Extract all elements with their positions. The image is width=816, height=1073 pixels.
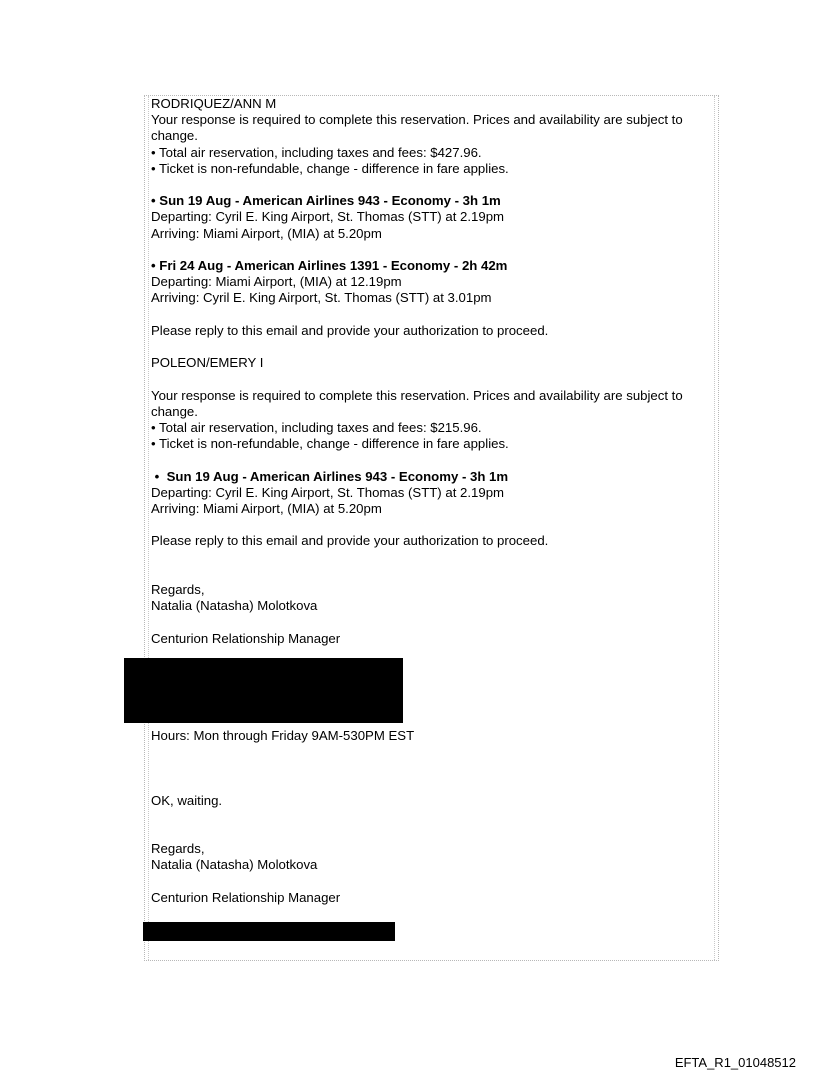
flight-title: • Sun 19 Aug - American Airlines 943 - Economy - 3h 1m [151, 468, 509, 484]
response-note: Your response is required to complete this reservation. Prices and availability are subject to change. [151, 387, 683, 419]
signer-title: Centurion Relationship Manager [151, 630, 341, 646]
reply-note: Please reply to this email and provide your authorization to proceed. [151, 533, 549, 549]
flight-title: • Sun 19 Aug - American Airlines 943 - Economy - 3h 1m [151, 193, 501, 209]
email-body [151, 96, 713, 906]
signer-name: Natalia (Natasha) Molotkova [151, 857, 318, 873]
response-note: Your response is required to complete this reservation. Prices and availability are subject to change. [151, 112, 683, 144]
document-id: EFTA_R1_01048512 [674, 1055, 796, 1070]
signer-name: Natalia (Natasha) Molotkova [151, 598, 318, 614]
bullet-ticket: • Ticket is non-refundable, change - difference in fare applies. [151, 436, 509, 452]
flight-arriving: Arriving: Miami Airport, (MIA) at 5.20pm [151, 225, 382, 241]
reply-text: OK, waiting. [151, 792, 223, 808]
regards: Regards, [151, 581, 205, 597]
redaction-block [124, 658, 403, 723]
bullet-total: • Total air reservation, including taxes and fees: $427.96. [151, 144, 482, 160]
flight-departing: Departing: Cyril E. King Airport, St. Thomas (STT) at 2.19pm [151, 484, 505, 500]
flight-arriving: Arriving: Miami Airport, (MIA) at 5.20pm [151, 500, 382, 516]
flight-departing: Departing: Cyril E. King Airport, St. Thomas (STT) at 2.19pm [151, 209, 505, 225]
bullet-ticket: • Ticket is non-refundable, change - difference in fare applies. [151, 160, 509, 176]
flight-title: • Fri 24 Aug - American Airlines 1391 - Economy - 2h 42m [151, 258, 508, 273]
passenger-name: POLEON/EMERY I [151, 355, 264, 371]
bullet-total: • Total air reservation, including taxes and fees: $215.96. [151, 419, 482, 435]
hours: Hours: Mon through Friday 9AM-530PM EST [151, 727, 415, 743]
flight-arriving: Arriving: Cyril E. King Airport, St. Thomas (STT) at 3.01pm [151, 290, 492, 306]
passenger-name: RODRIQUEZ/ANN M [151, 96, 277, 111]
flight-departing: Departing: Miami Airport, (MIA) at 12.19pm [151, 274, 402, 290]
signer-title: Centurion Relationship Manager [151, 889, 341, 905]
reply-note: Please reply to this email and provide your authorization to proceed. [151, 322, 549, 338]
regards: Regards, [151, 841, 205, 857]
redaction-block [143, 922, 395, 941]
